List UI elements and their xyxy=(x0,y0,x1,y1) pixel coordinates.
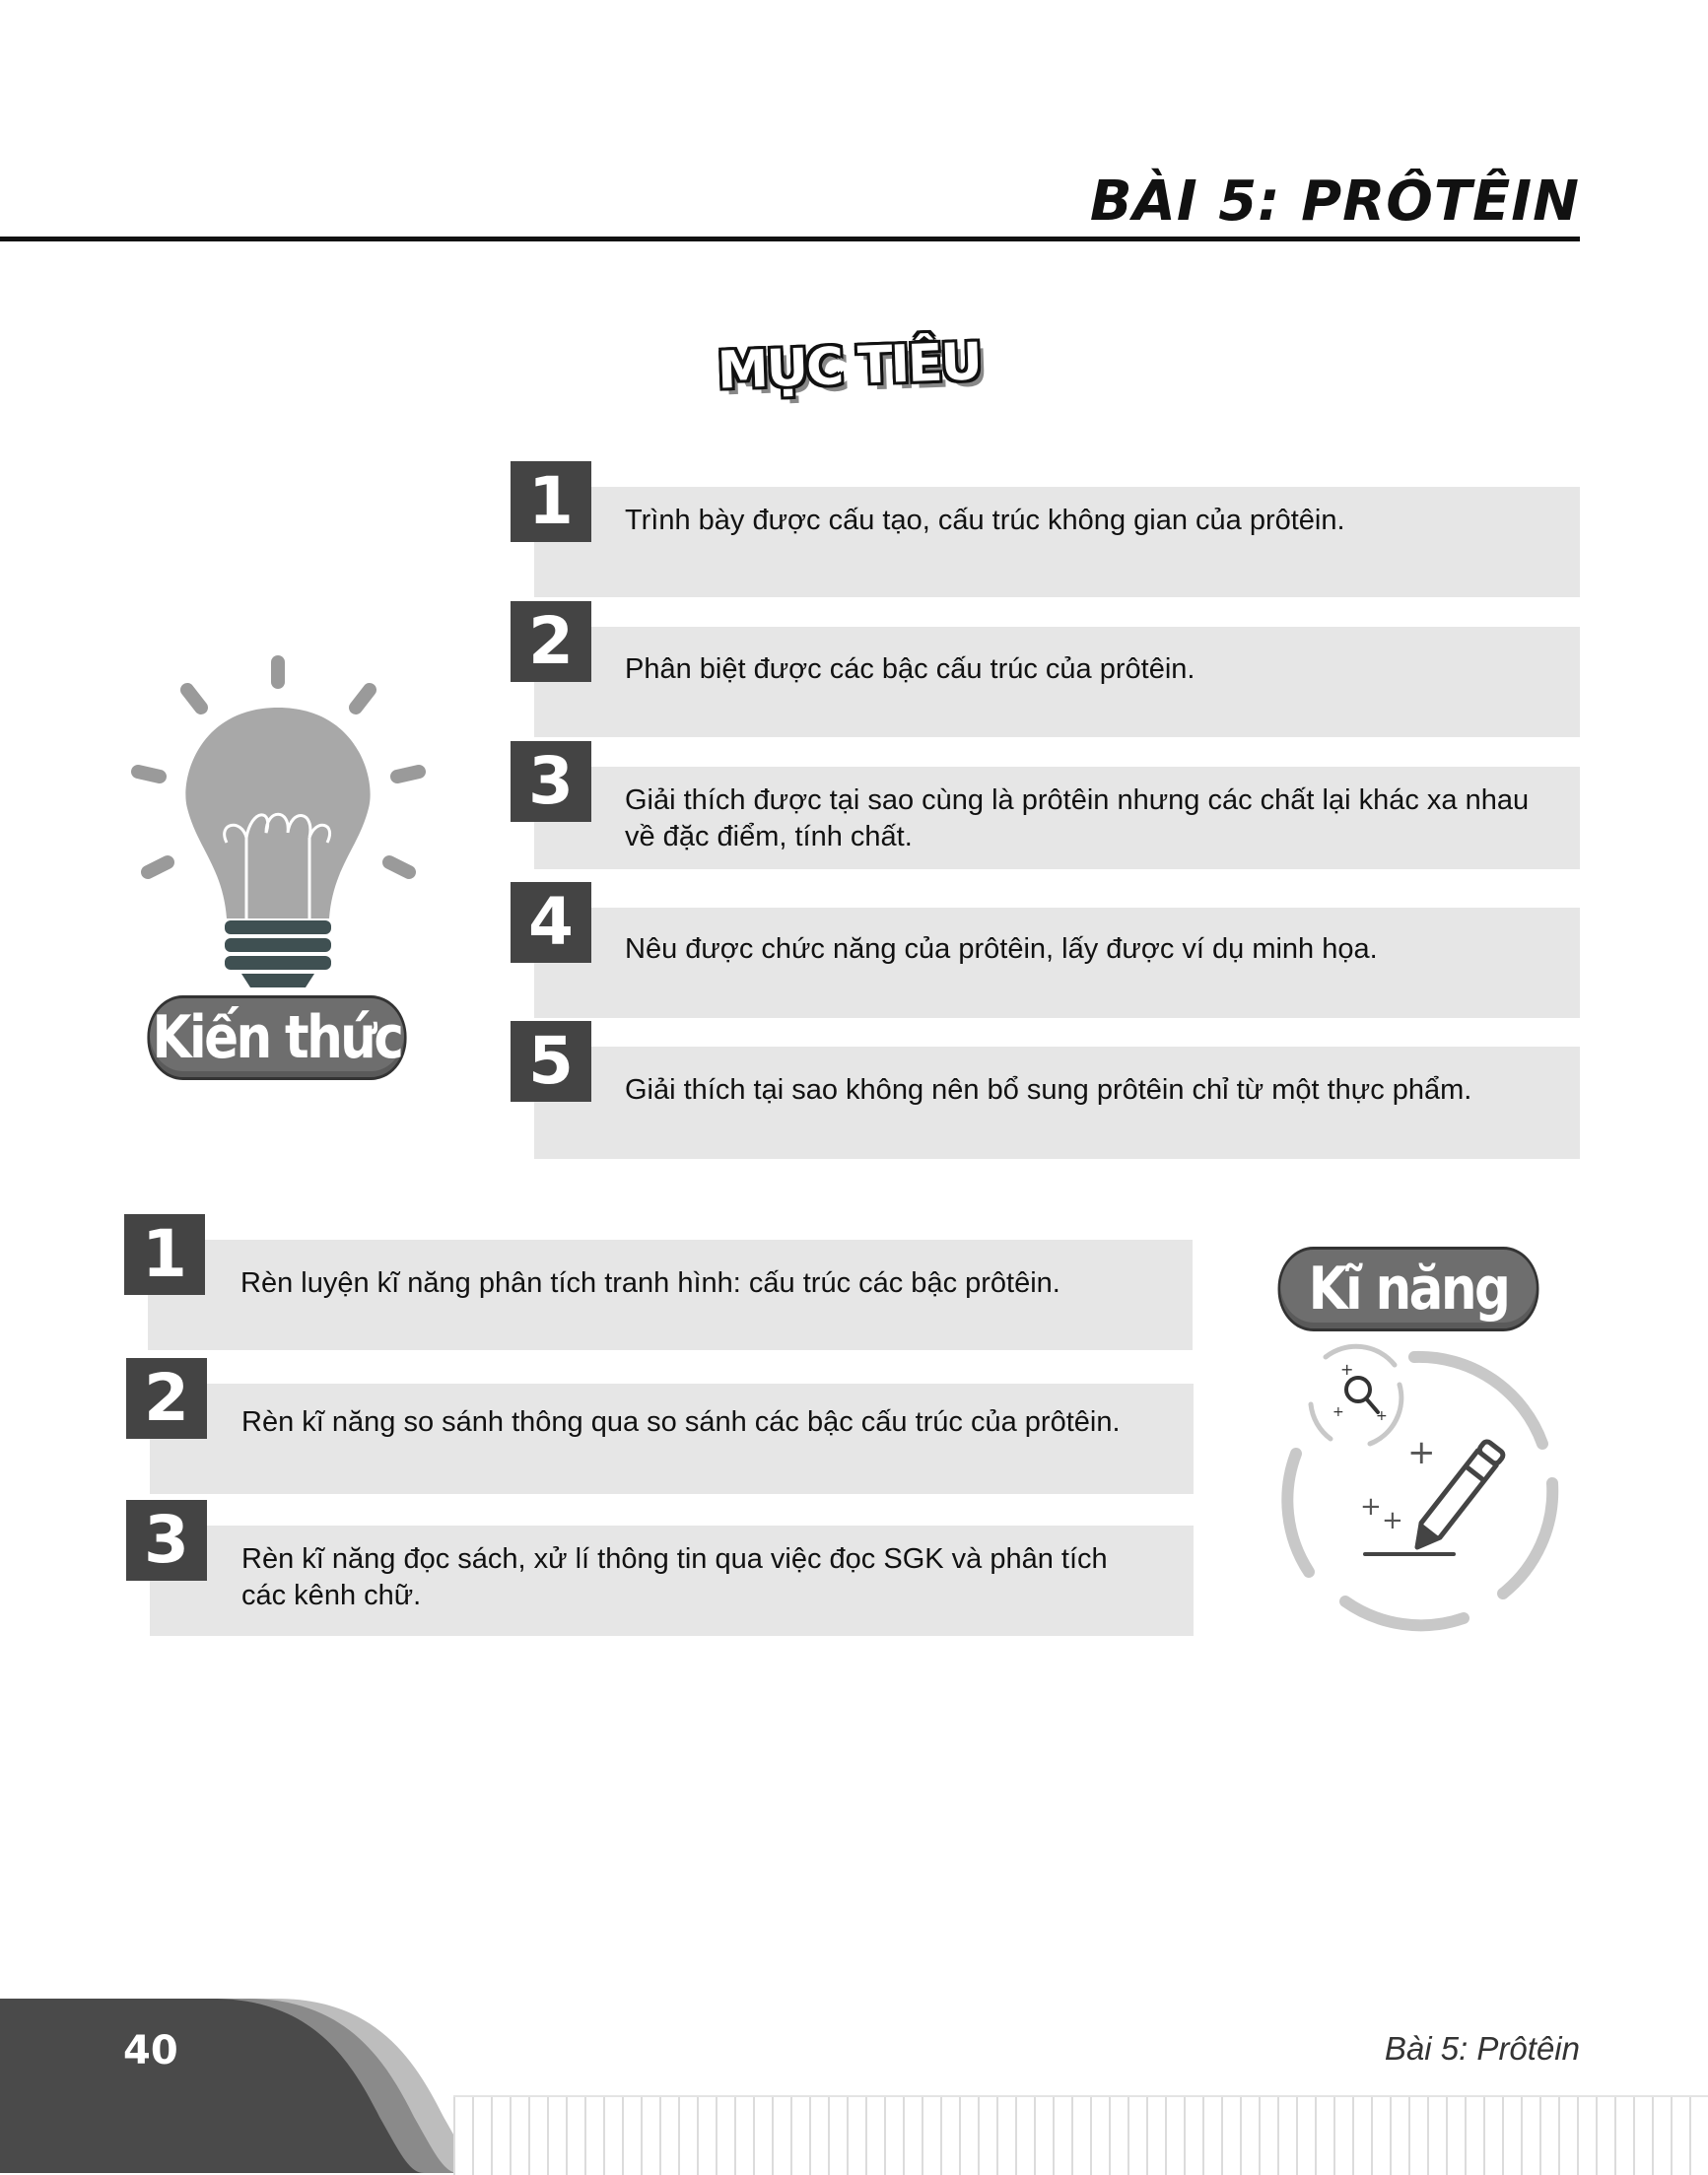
item-text: Trình bày được cấu tạo, cấu trúc không gian của prôtêin. xyxy=(625,505,1345,536)
item-number: 1 xyxy=(511,461,591,542)
item-text: Phân biệt được các bậc cấu trúc của prôtêin. xyxy=(625,653,1196,685)
knowledge-item xyxy=(511,741,1580,869)
page-title: BÀI 5: PRÔTÊIN xyxy=(1089,170,1580,234)
item-text: Giải thích được tại sao cùng là prôtêin nhưng các chất lại khác xa nhau về đặc điểm, tính chất. xyxy=(625,784,1530,852)
item-text: Rèn kĩ năng đọc sách, xử lí thông tin qua việc đọc SGK và phân tích các kênh chữ. xyxy=(241,1543,1108,1611)
knowledge-item xyxy=(511,882,1580,1020)
item-text: Nêu được chức năng của prôtêin, lấy được ví dụ minh họa. xyxy=(625,933,1378,965)
item-number: 1 xyxy=(124,1214,205,1295)
svg-text:+: + xyxy=(1407,1433,1436,1472)
item-number: 5 xyxy=(511,1021,591,1102)
item-number: 3 xyxy=(511,741,591,822)
svg-text:+: + xyxy=(1360,1492,1382,1522)
item-text: Giải thích tại sao không nên bổ sung prôtêin chỉ từ một thực phẩm. xyxy=(625,1074,1472,1106)
skill-item xyxy=(126,1500,1194,1638)
footer-title: Bài 5: Prôtêin xyxy=(1384,2030,1580,2067)
objectives-heading: MỤC TIÊU xyxy=(717,332,982,401)
knowledge-badge: Kiến thức xyxy=(147,995,406,1080)
svg-text:+: + xyxy=(1376,1408,1388,1424)
knowledge-item xyxy=(511,461,1580,599)
item-number: 3 xyxy=(126,1500,207,1581)
title-rule xyxy=(0,237,1580,241)
item-number: 2 xyxy=(511,601,591,682)
knowledge-item xyxy=(511,1021,1580,1159)
item-number: 2 xyxy=(126,1358,207,1439)
knowledge-item xyxy=(511,601,1580,739)
footer-stripes xyxy=(453,2095,1708,2175)
skills-badge: Kĩ năng xyxy=(1278,1247,1539,1331)
footer-wave xyxy=(0,1999,512,2173)
item-text: Rèn kĩ năng so sánh thông qua so sánh các bậc cấu trúc của prôtêin. xyxy=(241,1406,1121,1438)
svg-text:+: + xyxy=(1382,1506,1403,1535)
pencil-magnifier-icon xyxy=(1271,1335,1577,1641)
skill-item xyxy=(126,1358,1194,1496)
svg-text:+: + xyxy=(1332,1404,1344,1420)
lightbulb-icon xyxy=(118,641,444,1005)
page-number: 40 xyxy=(123,2028,178,2073)
skill-item xyxy=(124,1214,1193,1352)
item-text: Rèn luyện kĩ năng phân tích tranh hình: cấu trúc các bậc prôtêin. xyxy=(240,1267,1060,1299)
svg-text:+: + xyxy=(1340,1360,1354,1379)
item-number: 4 xyxy=(511,882,591,963)
